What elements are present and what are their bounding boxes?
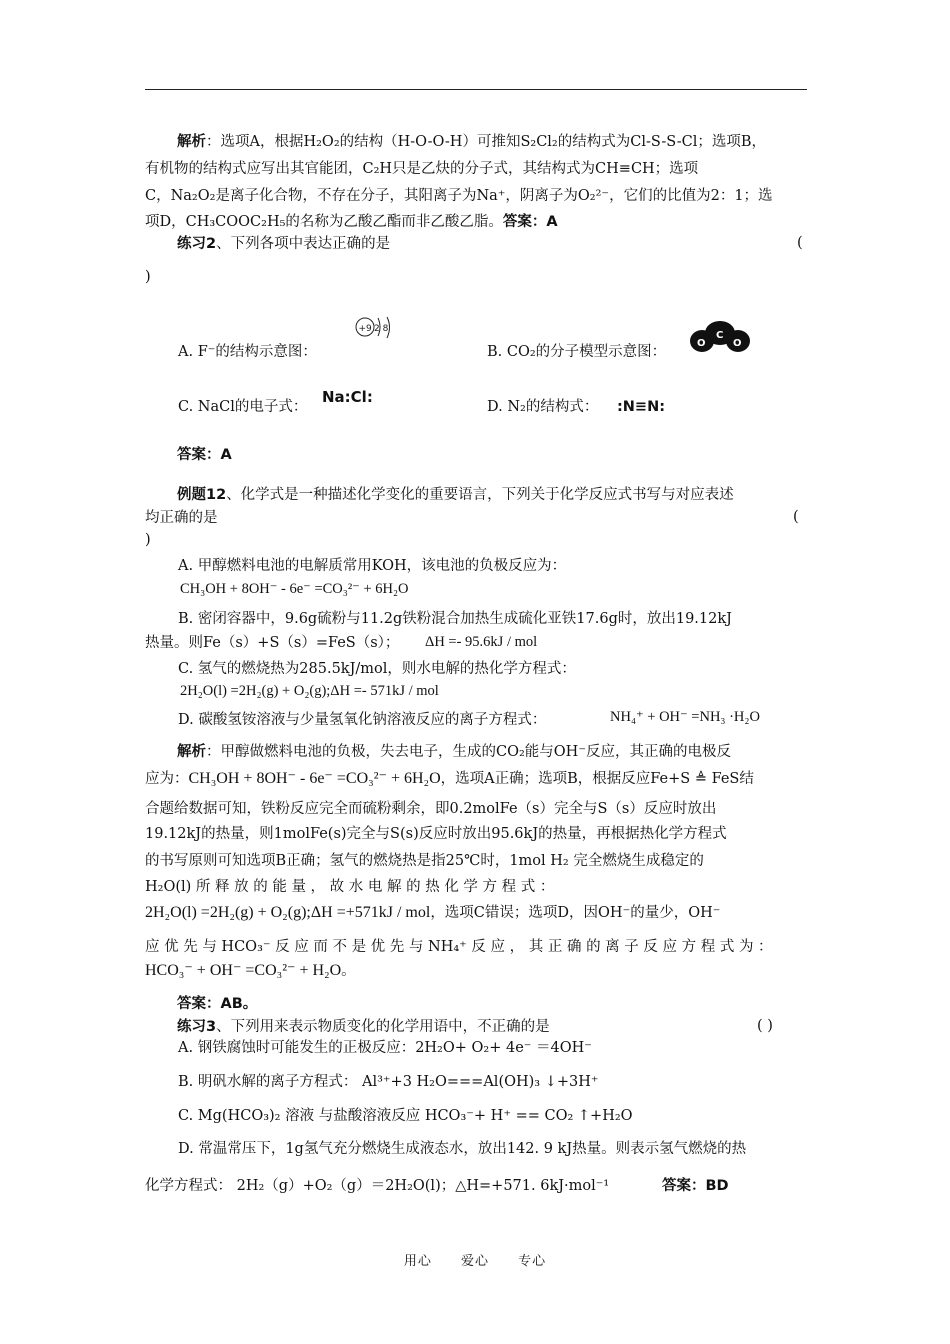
analysis1-line1: 解析：选项A，根据H₂O₂的结构（H-O-O-H）可推知S₂Cl₂的结构式为Cl-S-S-Cl；选项B， <box>177 134 766 150</box>
practice2-answer: 答案：A <box>177 447 232 463</box>
example12-analysis-line5: 的书写原则可知选项B正确；氢气的燃烧热是指25℃时，1mol H₂ 完全燃烧生成稳定的 <box>145 853 704 869</box>
f-shell-label: 2 8 <box>374 324 389 334</box>
example12-option-d-equation: NH₄⁺ + OH⁻ =NH₃ ·H₂O <box>610 709 760 725</box>
example12-option-c-equation: 2H₂O(l) =2H₂(g) + O₂(g);ΔH =- 571kJ / mol <box>180 683 439 699</box>
analysis1-line4: 项D，CH₃COOC₂H₅的名称为乙酸乙酯而非乙酸乙脂。答案：A <box>145 214 558 230</box>
example12-title-line2: 均正确的是 <box>145 510 218 526</box>
example12-title: 例题12、化学式是一种描述化学变化的重要语言，下列关于化学反应式书写与对应表述 <box>177 487 734 503</box>
example12-answer: 答案：AB。 <box>177 996 258 1012</box>
practice3-option-a: A. 钢铁腐蚀时可能发生的正极反应：2H₂O+ O₂+ 4e⁻ ＝4OH⁻ <box>178 1040 592 1056</box>
example12-option-a: A. 甲醇燃料电池的电解质常用KOH，该电池的负极反应为： <box>178 558 567 574</box>
practice3-option-d-line2: 化学方程式： 2H₂（g）+O₂（g）＝2H₂O(l)；△H=+571. 6kJ·mol⁻¹ <box>145 1178 610 1194</box>
co2-atom-o1: O <box>697 338 706 349</box>
example12-analysis-line2: 应为：CH₃OH + 8OH⁻ - 6e⁻ =CO₃²⁻ + 6H₂O，选项A正确；选项B，根据反应Fe+S ≜ FeS结 <box>145 770 754 787</box>
example12-paren: ( <box>793 509 799 525</box>
analysis1-answer: 答案：A <box>502 214 558 230</box>
example12-analysis-line6: H₂O(l) 所 释 放 的 能 量 ， 故 水 电 解 的 热 化 学 方 程 式 ： <box>145 879 555 895</box>
example12-option-b-equation: ΔH =- 95.6kJ / mol <box>425 634 538 650</box>
practice3-option-c: C. Mg(HCO₃)₂ 溶液 与盐酸溶液反应 HCO₃⁻+ H⁺ == CO₂ ↑+H₂O <box>178 1108 633 1124</box>
example12-analysis-line9: HCO₃⁻ + OH⁻ =CO₃²⁻ + H₂O。 <box>145 962 356 979</box>
practice3-option-d-line1: D. 常温常压下，1g氢气充分燃烧生成液态水，放出142. 9 kJ热量。则表示氢气燃烧的热 <box>178 1141 747 1157</box>
n2-structure-formula: :N≡N: <box>617 399 666 415</box>
f-nucleus-label: +9 <box>358 324 372 334</box>
example12-analysis-line3: 合题给数据可知，铁粉反应完全而硫粉剩余，即0.2molFe（s）完全与S（s）反应时放出 <box>145 801 717 817</box>
co2-atom-c: C <box>716 330 724 341</box>
analysis1-line3: C，Na₂O₂是离子化合物，不存在分子，其阳离子为Na⁺，阴离子为O₂²⁻，它们的比值为2：1；选 <box>145 188 773 204</box>
practice2-option-c: C. NaCl的电子式： <box>178 399 308 415</box>
practice3-title: 练习3、下列用来表示物质变化的化学用语中，不正确的是 <box>177 1019 550 1035</box>
example12-option-c: C. 氢气的燃烧热为285.5kJ/mol，则水电解的热化学方程式： <box>178 661 576 677</box>
co2-model-diagram <box>688 318 752 358</box>
practice2-paren-close: ) <box>145 269 151 285</box>
example12-analysis-line1: 解析：甲醇做燃料电池的负极，失去电子，生成的CO₂能与OH⁻反应，其正确的电极反 <box>177 744 731 760</box>
co2-atom-o2: O <box>733 338 742 349</box>
analysis1-line2: 有机物的结构式应写出其官能团，C₂H只是乙炔的分子式，其结构式为CH≡CH；选项 <box>145 161 699 177</box>
nacl-electron-formula: Na:Cl: <box>322 388 373 406</box>
practice2-paren: ( <box>797 235 803 251</box>
practice2-option-d: D. N₂的结构式： <box>487 399 599 415</box>
example12-option-b-line2: 热量。则Fe（s）+S（s）=FeS（s）； <box>145 635 400 651</box>
practice2-title: 练习2、下列各项中表达正确的是 <box>177 236 391 252</box>
analysis1-label: 解析 <box>177 134 206 150</box>
practice2-option-b: B. CO₂的分子模型示意图： <box>487 344 667 360</box>
practice3-answer: 答案：BD <box>662 1178 729 1194</box>
page-footer <box>0 1250 950 1269</box>
example12-analysis-line7: 2H₂O(l) =2H₂(g) + O₂(g);ΔH =+571kJ / mol，选项C错误；选项D，因OH⁻的量少，OH⁻ <box>145 904 721 921</box>
example12-option-b-line1: B. 密闭容器中，9.6g硫粉与11.2g铁粉混合加热生成硫化亚铁17.6g时，放出19.12kJ <box>178 611 732 627</box>
practice2-option-a: A. F⁻的结构示意图： <box>178 344 317 360</box>
example12-option-d: D. 碳酸氢铵溶液与少量氢氧化钠溶液反应的离子方程式： <box>178 712 547 728</box>
footer-text-2: 爱心 <box>460 1254 489 1269</box>
example12-paren-close: ) <box>145 532 151 548</box>
example12-option-a-equation: CH₃OH + 8OH⁻ - 6e⁻ =CO₃²⁻ + 6H₂O <box>180 581 409 597</box>
fluoride-structure-diagram <box>354 314 400 350</box>
practice3-paren: ( ) <box>757 1018 773 1034</box>
footer-text-1: 用心 <box>403 1254 432 1269</box>
example12-analysis-line4: 19.12kJ的热量，则1molFe(s)完全与S(s)反应时放出95.6kJ的热量，再根据热化学方程式 <box>145 826 727 842</box>
header-rule <box>145 89 807 90</box>
footer-text-3: 专心 <box>518 1254 547 1269</box>
practice3-option-b: B. 明矾水解的离子方程式： Al³⁺+3 H₂O===Al(OH)₃ ↓+3H⁺ <box>178 1074 599 1090</box>
example12-analysis-line8: 应 优 先 与 HCO₃⁻ 反 应 而 不 是 优 先 与 NH₄⁺ 反 应 ， 其 正 确 的 离 子 反 应 方 程 式 为 ： <box>145 939 773 955</box>
